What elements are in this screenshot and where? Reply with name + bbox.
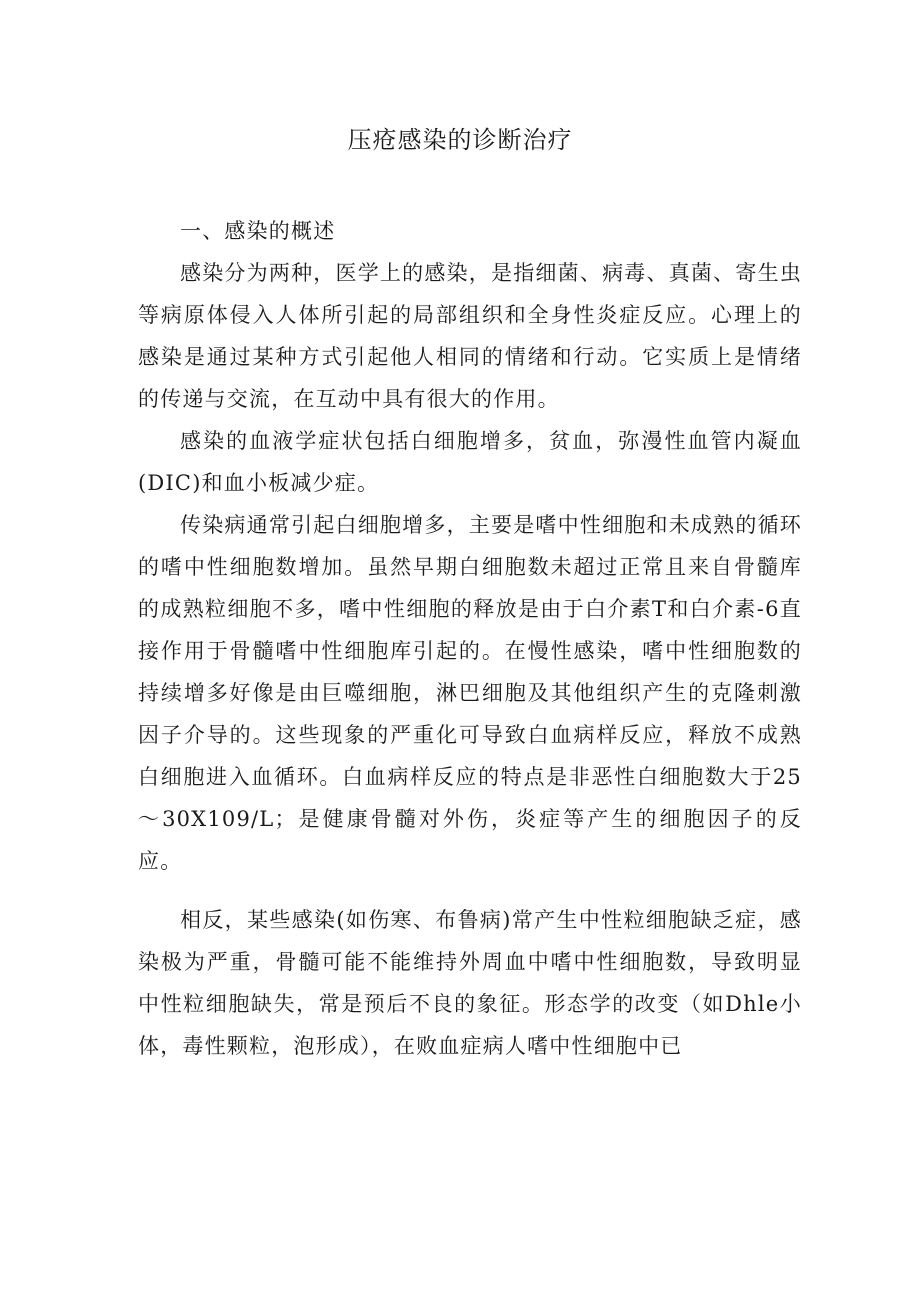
- document-body: [138, 210, 802, 1067]
- paragraph-neutropenia: 相反，某些感染(如伤寒、布鲁病)常产生中性粒细胞缺乏症，感染极为严重，骨髓可能不能维持外周血中嗜中性细胞数，导致明显中性粒细胞缺失，常是预后不良的象征。形态学的改变（如Dhle小体，毒性颗粒，泡形成），在败血症病人嗜中性细胞中已: [138, 908, 802, 1058]
- paragraph-leukocytosis: 传染病通常引起白细胞增多，主要是嗜中性细胞和未成熟的循环的嗜中性细胞数增加。虽然早期白细胞数未超过正常且来自骨髓库的成熟粒细胞不多，嗜中性细胞的释放是由于白介素T和白介素-6直接作用于骨髓嗜中性细胞库引起的。在慢性感染，嗜中性细胞数的持续增多好像是由巨噬细胞，淋巴细胞及其他组织产生的克隆刺激因子介导的。这些现象的严重化可导致白血病样反应，释放不成熟白细胞进入血循环。白血病样反应的特点是非恶性白细胞数大于25～30X109/L；是健康骨髓对外伤，炎症等产生的细胞因子的反应。: [138, 513, 802, 873]
- paragraph-infection-definition: 感染分为两种，医学上的感染，是指细菌、病毒、真菌、寄生虫等病原体侵入人体所引起的局部组织和全身性炎症反应。心理上的感染是通过某种方式引起他人相同的情绪和行动。它实质上是情绪的传递与交流，在互动中具有很大的作用。: [138, 261, 802, 411]
- document-title: 压疮感染的诊断治疗: [347, 126, 573, 154]
- section-heading: 一、感染的概述: [180, 219, 336, 243]
- paragraph-hematologic-symptoms: 感染的血液学症状包括白细胞增多，贫血，弥漫性血管内凝血(DIC)和血小板减少症。: [138, 429, 802, 495]
